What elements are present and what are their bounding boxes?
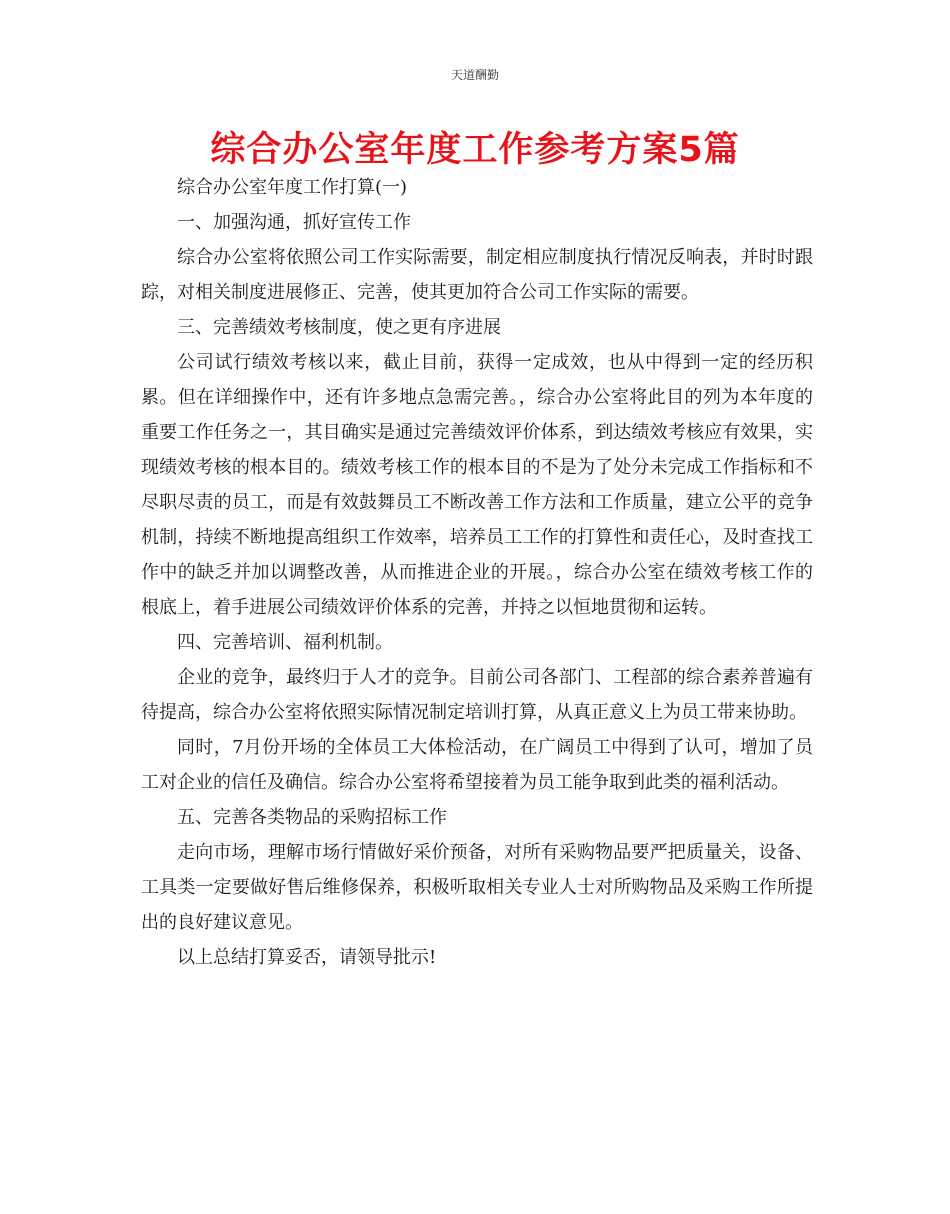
section-heading-performance: 三、完善绩效考核制度，使之更有序进展 — [177, 317, 501, 338]
paragraph: 走向市场，理解市场行情做好采价预备，对所有采购物品要严把质量关，设备、工具类一定要做好售后维修保养，积极听取相关专业人士对所购物品及采购工作所提出的良好建议意见。 — [141, 842, 813, 933]
closing-line: 以上总结打算妥否，请领导批示! — [177, 947, 437, 968]
paragraph: 同时，7月份开场的全体员工大体检活动，在广阔员工中得到了认可，增加了员工对企业的信任及确信。综合办公室将希望接着为员工能争取到此类的福利活动。 — [141, 737, 813, 793]
section-heading-training: 四、完善培训、福利机制。 — [177, 632, 393, 653]
paragraph: 综合办公室将依照公司工作实际需要，制定相应制度执行情况反响表，并时时跟踪，对相关制度进展修正、完善，使其更加符合公司工作实际的需要。 — [141, 247, 813, 303]
paragraph: 企业的竞争，最终归于人才的竞争。目前公司各部门、工程部的综合素养普遍有待提高，综合办公室将依照实际情况制定培训打算，从真正意义上为员工带来协助。 — [141, 667, 813, 723]
document-body — [141, 170, 813, 975]
section-subtitle: 综合办公室年度工作打算(一) — [177, 177, 408, 198]
document-title: 综合办公室年度工作参考方案5篇 — [210, 130, 740, 170]
section-heading-procurement: 五、完善各类物品的采购招标工作 — [177, 807, 447, 828]
section-heading-communication: 一、加强沟通，抓好宣传工作 — [177, 212, 411, 233]
paragraph: 公司试行绩效考核以来，截止目前，获得一定成效，也从中得到一定的经历积累。但在详细操作中，还有许多地点急需完善。，综合办公室将此目的列为本年度的重要工作任务之一，其目确实是通过完善绩效评价体系，到达绩效考核应有效果，实现绩效考核的根本目的。绩效考核工作的根本目的不是为了处分未完成工作指标和不尽职尽责的员工，而是有效鼓舞员工不断改善工作方法和工作质量，建立公平的竞争机制，持续不断地提高组织工作效率，培养员工工作的打算性和责任心，及时查找工作中的缺乏并加以调整改善，从而推进企业的开展。，综合办公室在绩效考核工作的根底上，着手进展公司绩效评价体系的完善，并持之以恒地贯彻和运转。 — [141, 352, 813, 618]
page-header: 天道酬勤 — [450, 68, 499, 82]
